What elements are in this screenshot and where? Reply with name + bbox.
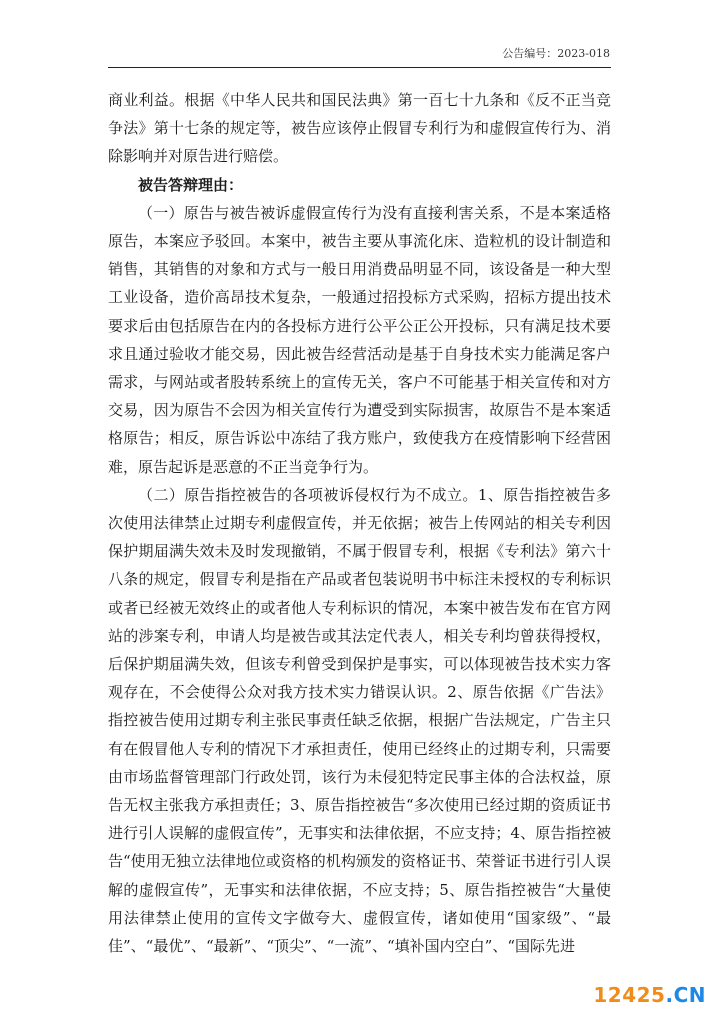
document-body [108, 86, 611, 960]
header-divider [108, 67, 611, 68]
paragraph-defense-2: （二）原告指控被告的各项被诉侵权行为不成立。1、原告指控被告多次使用法律禁止过期专利虚假宣传，并无依据；被告上传网站的相关专利因保护期届满失效未及时发现撤销，不属于假冒专利，根据《专利法》第六十八条的规定，假冒专利是指在产品或者包装说明书中标注未授权的专利标识或者已经被无效终止的或者他人专利标识的情况，本案中被告发布在官方网站的涉案专利，申请人均是被告或其法定代表人，相关专利均曾获得授权，后保护期届满失效，但该专利曾受到保护是事实，可以体现被告技术实力客观存在，不会使得公众对我方技术实力错误认识。2、原告依据《广告法》指控被告使用过期专利主张民事责任缺乏依据，根据广告法规定，广告主只有在假冒他人专利的情况下才承担责任，使用已经终止的过期专利，只需要由市场监督管理部门行政处罚，该行为未侵犯特定民事主体的合法权益，原告无权主张我方承担责任；3、原告指控被告“多次使用已经过期的资质证书进行引人误解的虚假宣传”，无事实和法律依据，不应支持；4、原告指控被告“使用无独立法律地位或资格的机构颁发的资格证书、荣誉证书进行引人误解的虚假宣传”，无事实和法律依据，不应支持；5、原告指控被告“大量使用法律禁止使用的宣传文字做夸大、虚假宣传，诸如使用“国家级”、“最佳”、“最优”、“最新”、“顶尖”、“一流”、“填补国内空白”、“国际先进 [108, 485, 611, 956]
watermark-suffix: CN [673, 983, 706, 1007]
announcement-number: 公告编号：2023-018 [502, 47, 610, 60]
section-heading-defense: 被告答辩理由： [138, 175, 244, 194]
watermark-dot: . [665, 983, 674, 1007]
paragraph-defense-1: （一）原告与被告被诉虚假宣传行为没有直接利害关系，不是本案适格原告，本案应予驳回。本案中，被告主要从事流化床、造粒机的设计制造和销售，其销售的对象和方式与一般日用消费品明显不同，该设备是一种大型工业设备，造价高昂技术复杂，一般通过招投标方式采购，招标方提出技术要求后由包括原告在内的各投标方进行公平公正公开投标，只有满足技术要求且通过验收才能交易，因此被告经营活动是基于自身技术实力能满足客户需求，与网站或者股转系统上的宣传无关，客户不可能基于相关宣传和对方交易，因为原告不会因为相关宣传行为遭受到实际损害，故原告不是本案适格原告；相反，原告诉讼中冻结了我方账户，致使我方在疫情影响下经营困难，原告起诉是恶意的不正当竞争行为。 [108, 203, 611, 476]
paragraph-continuation: 商业利益。根据《中华人民共和国民法典》第一百七十九条和《反不正当竞争法》第十七条的规定等，被告应该停止假冒专利行为和虚假宣传行为、消除影响并对原告进行赔偿。 [108, 91, 611, 166]
site-watermark-logo [593, 983, 706, 1007]
watermark-number: 12425 [593, 983, 666, 1007]
